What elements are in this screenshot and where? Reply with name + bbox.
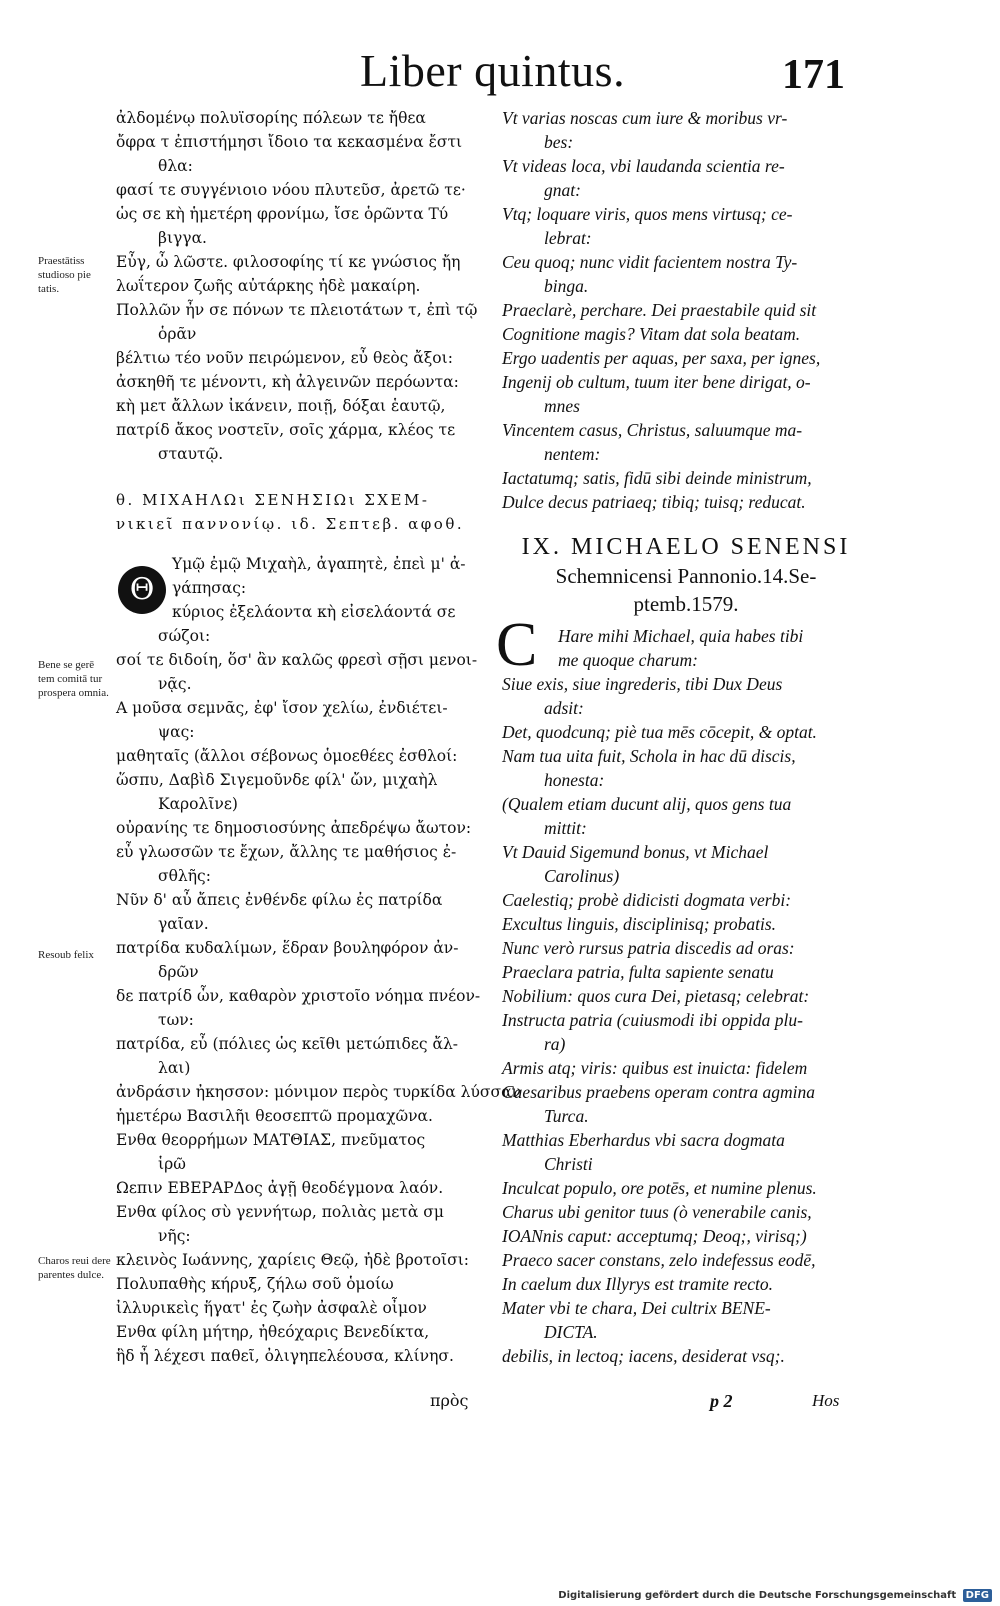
marginal-note: Charos reui dere parentes dulce. (38, 1255, 111, 1281)
text-line: debilis, in lectoq; iacens, desiderat vsq;. (502, 1346, 785, 1366)
text-line: Mater vbi te chara, Dei cultrix BENE- (502, 1298, 771, 1318)
text-line: binga. (544, 276, 589, 296)
text-line: βιγγα. (158, 229, 207, 247)
text-line: Caelestiq; probè didicisti dogmata verbi: (502, 890, 792, 910)
text-line: λαι) (158, 1059, 191, 1077)
text-line: Praeco sacer constans, zelo indefessus eodē, (502, 1250, 816, 1270)
text-line: ἣδ ἦ λέχεσι παθεῖ, ὀλιγηπελέουσα, κλίνησ. (116, 1347, 454, 1365)
poem-heading: ptemb.1579. (633, 592, 739, 616)
text-line: Excultus linguis, disciplinisq; probatis. (502, 914, 777, 934)
text-line: κλεινὸς Ιωάννης, χαρίεις Θεῷ, ἠδὲ βροτοῖσι: (116, 1251, 470, 1269)
text-line: ἰλλυρικεὶς ἥγατ' ἐς ζωὴν ἀσφαλὲ οἶμον (116, 1299, 427, 1317)
dfg-logo: DFG (963, 1589, 992, 1602)
text-line: νῆς: (158, 1227, 191, 1245)
text-line: πατρίδα κυδαλίμων, ἕδραν βουληφόρον ἀν- (116, 939, 459, 957)
text-line: σώζοι: (158, 627, 211, 645)
text-line: Dulce decus patriaeq; tibiq; tuisq; reducat. (502, 492, 806, 512)
text-line: Vt videas loca, vbi laudanda scientia re- (502, 156, 785, 176)
running-title: Liber quintus. (360, 45, 626, 96)
marginal-note: Resoub felix (38, 949, 94, 961)
text-line: Vt Dauid Sigemund bonus, vt Michael (502, 842, 769, 862)
text-line: σταυτῷ. (158, 445, 224, 463)
text-line: ἀσκηθῆ τε μένοντι, κὴ ἀλγεινῶν περόωντα: (116, 373, 459, 391)
text-line: ψας: (158, 723, 195, 741)
text-line: ἱρῶ (158, 1155, 186, 1173)
text-line: Inculcat populo, ore potēs, et numine plenus. (502, 1178, 817, 1198)
text-line: λωΐτερον ζωῆς αὐτάρκης ἠδὲ μακαίρη. (116, 277, 421, 295)
text-line: Christi (544, 1154, 593, 1174)
signature-mark: p 2 (710, 1391, 733, 1411)
drop-capital: Θ (118, 566, 166, 614)
text-line: Ceu quoq; nunc vidit facientem nostra Ty- (502, 252, 798, 272)
text-line: Vincentem casus, Christus, saluumque ma- (502, 420, 803, 440)
text-line: κύριος ἐξελάοντα κὴ εἰσελάοντά σε (172, 603, 456, 621)
text-line: Matthias Eberhardus vbi sacra dogmata (502, 1130, 785, 1150)
text-line: Armis atq; viris: quibus est inuicta: fidelem (502, 1058, 808, 1078)
text-line: Υμῷ ἐμῷ Μιχαὴλ, ἀγαπητὲ, ἐπεὶ μ' ἀ- (172, 555, 466, 573)
text-line: Ωεπιν ΕΒΕΡΑΡΔος ἀγῇ θεοδέγμονα λαόν. (116, 1179, 444, 1197)
text-line: δρῶν (158, 963, 199, 981)
text-line: mnes (544, 396, 580, 416)
text-line: DICTA. (544, 1322, 598, 1342)
text-line: μαθηταῖς (ἄλλοι σέβονως ὁμοεθέες ἐσθλοί: (116, 747, 458, 765)
text-line: πατρίδ ἄκος νοστεῖν, σοῖς χάρμα, κλέος τε (116, 421, 456, 439)
text-line: Caesaribus praebens operam contra agmina (502, 1082, 816, 1102)
text-line: Vtq; loquare viris, quos mens virtusq; ce- (502, 204, 793, 224)
text-line: πατρίδα, εὖ (πόλιες ὡς κεῖθι μετώπιδες ἄλ- (116, 1035, 459, 1053)
text-line: ὥσπυ, Δαβὶδ Σιγεμοῦνδε φίλ' ὤν, μιχαὴλ (116, 771, 438, 789)
text-line: Ενθα φίλος σὺ γεννήτωρ, πολιὰς μετὰ σμ (116, 1203, 444, 1221)
text-line: Hare mihi Michael, quia habes tibi (558, 626, 804, 646)
text-line: gnat: (544, 180, 581, 200)
text-line: Ingenij ob cultum, tuum iter bene dirigat, o- (502, 372, 811, 392)
text-line: ra) (544, 1034, 566, 1054)
text-line: Nobilium: quos cura Dei, pietasq; celebrat: (502, 986, 810, 1006)
text-line: ἡμετέρω Βασιλῆι θεοσεπτῶ προμαχῶνα. (116, 1107, 433, 1125)
marginal-note: Bene se gerē tem comitā tur prospera omnia. (38, 659, 109, 699)
text-line: (Qualem etiam ducunt alij, quos gens tua (502, 794, 792, 814)
text-line: βέλτιω τέο νοῦν πειρώμενον, εὖ θεὸς ἄξοι: (116, 349, 453, 367)
digitization-footer (558, 1589, 992, 1602)
catchword: πρὸς (430, 1391, 469, 1410)
text-line: εὖ γλωσσῶν τε ἔχων, ἄλλης τε μαθήσιος ἐ- (116, 843, 457, 861)
text-line: honesta: (544, 770, 605, 790)
text-line: Det, quodcunq; piè tua mēs cōcepit, & optat. (502, 722, 817, 742)
poem-heading: Schemnicensi Pannonio.14.Se- (555, 564, 817, 588)
text-line: Πολυπαθὴς κήρυξ, ζήλω σοῦ ὁμοίω (116, 1275, 394, 1293)
text-line: Instructa patria (cuiusmodi ibi oppida plu- (502, 1010, 803, 1030)
marginal-note: Praestātiss studioso pie tatis. (38, 255, 91, 295)
text-line: Καρολῖνε) (158, 795, 238, 813)
text-line: Ενθα φίλη μήτηρ, ἠθεόχαρις Βενεδίκτα, (116, 1323, 430, 1341)
text-line: φασί τε συγγένιοιο νόου πλυτεῦσ, ἀρετῶ τε· (116, 181, 466, 199)
text-line: bes: (544, 132, 574, 152)
text-line: ὁρᾶν (158, 325, 197, 343)
text-line: σοί τε διδοίη, ὅσ' ἂν καλῶς φρεσὶ σῇσι μενοι- (116, 651, 478, 669)
text-line: ὄφρα τ ἐπιστήμησι ἴδοιο τα κεκασμένα ἔστι (116, 133, 463, 151)
text-line: Cognitione magis? Vitam dat sola beatam. (502, 324, 801, 344)
text-line: Α μοῦσα σεμνᾶς, ἐφ' ἴσον χελίω, ἐνδιέτει- (116, 699, 448, 717)
text-line: Vt varias noscas cum iure & moribus vr- (502, 108, 788, 128)
text-line: In caelum dux Illyrys est tramite recto. (502, 1274, 774, 1294)
text-line: Praeclarè, perchare. Dei praestabile quid sit (502, 300, 817, 320)
page-number: 171 (782, 52, 845, 98)
text-line: θλα: (158, 157, 193, 175)
text-line: Εὖγ, ὦ λῶστε. φιλοσοφίης τί κε γνώσιος ἤη (116, 253, 461, 271)
text-line: Πολλῶν ἦν σε πόνων τε πλειοτάτων τ, ἐπὶ τῷ (116, 301, 478, 319)
text-line: nentem: (544, 444, 601, 464)
text-line: Charus ubi genitor tuus (ò venerabile canis, (502, 1202, 812, 1222)
text-line: IOANnis caput: acceptumq; Deoq;, virisq;) (502, 1226, 807, 1246)
text-line: Siue exis, siue ingrederis, tibi Dux Deus (502, 674, 783, 694)
text-line: κὴ μετ ἄλλων ἰκάνειν, ποιῇ, δόξαι ἑαυτῷ, (116, 397, 446, 415)
latin-column (502, 106, 870, 1368)
text-line: Ergo uadentis per aquas, per saxa, per ignes, (502, 348, 821, 368)
poem-heading: IX. MICHAELO SENENSI (521, 534, 851, 560)
poem-heading: θ. ΜΙΧΑΗΛΩι ΣΕΝΗΣΙΩι ΣΧΕΜ- (116, 491, 430, 509)
text-line: mittit: (544, 818, 587, 838)
text-line: lebrat: (544, 228, 592, 248)
text-line: Carolinus) (544, 866, 620, 886)
text-line: Iactatumq; satis, fidū sibi deinde ministrum, (502, 468, 812, 488)
text-line: γάπησας: (172, 579, 247, 597)
catchword: Hos (812, 1391, 840, 1410)
text-line: Nam tua uita fuit, Schola in hac dū discis, (502, 746, 796, 766)
text-line: ὡς σε κὴ ἡμετέρη φρονίμω, ἴσε ὁρῶντα Τύ (116, 205, 449, 223)
greek-column (116, 106, 521, 1368)
text-line: Nunc verò rursus patria discedis ad oras: (502, 938, 795, 958)
text-line: Ενθα θεορρήμων ΜΑΤΘΙΑΣ, πνεῦματος (116, 1131, 426, 1149)
drop-capital: C (496, 611, 538, 679)
text-line: Praeclara patria, fulta sapiente senatu (502, 962, 774, 982)
poem-heading: νικιεῖ παννονίῳ. ιδ. Σεπτεβ. αφοθ. (116, 515, 465, 533)
text-line: adsit: (544, 698, 584, 718)
text-line: σθλῆς: (158, 867, 211, 885)
text-line: δε πατρίδ ὧν, καθαρὸν χριστοῖο νόημα πνέον- (116, 987, 481, 1005)
text-line: γαῖαν. (158, 915, 209, 933)
text-line: οὐρανίης τε δημοσιοσύνης ἀπεδρέψω ἄωτον: (116, 819, 472, 837)
text-line: νᾷς. (158, 675, 192, 693)
text-line: των: (158, 1011, 194, 1029)
text-line: ἀνδράσιν ἠκησσον: μόνιμον περὸς τυρκίδα λύσσαν (116, 1083, 521, 1101)
text-line: Turca. (544, 1106, 589, 1126)
text-line: Νῦν δ' αὖ ἄπεις ἐνθένδε φίλω ἐς πατρίδα (116, 891, 443, 909)
text-line: me quoque charum: (558, 650, 698, 670)
footer-text: Digitalisierung gefördert durch die Deutsche Forschungsgemeinschaft (558, 1590, 957, 1601)
text-line: ἀλδομένῳ πολυϊσορίης πόλεων τε ἤθεα (116, 109, 426, 127)
